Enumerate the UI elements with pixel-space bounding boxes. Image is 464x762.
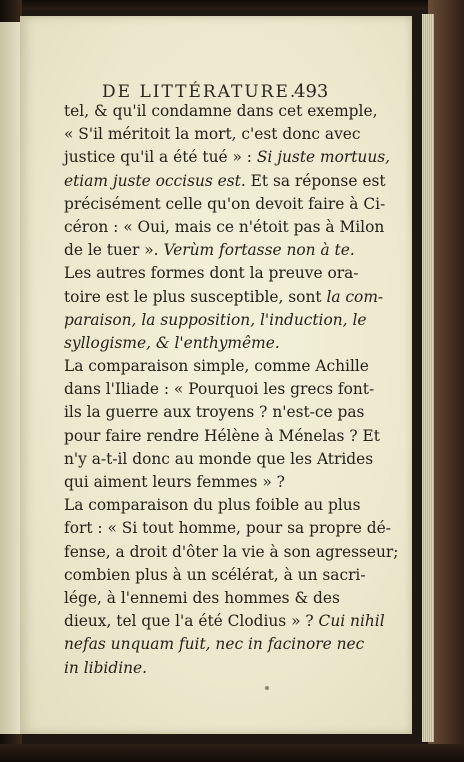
italic-text-segment: paraison, la supposition, l'induction, le (64, 310, 367, 329)
text-segment: précisément celle qu'on devoit faire à Ci- (64, 194, 386, 213)
text-line (64, 286, 384, 309)
text-line (64, 123, 361, 146)
text-segment: n'y a-t-il donc au monde que les Atrides (64, 449, 374, 468)
text-line (64, 401, 365, 424)
text-line (64, 471, 320, 494)
text-segment: Les autres formes dont la preuve ora- (64, 264, 359, 283)
text-segment: Et sa réponse est (245, 171, 386, 190)
text-segment: combien plus à un scélérat, à un sacri- (64, 565, 366, 584)
text-segment: lége, à l'ennemi des hommes & des (64, 588, 340, 607)
text-line (64, 587, 340, 610)
body-text (64, 100, 399, 680)
italic-text-segment: etiam juste occisus est. (64, 171, 246, 190)
book-cover-bottom (0, 744, 464, 762)
text-segment: justice qu'il a été tué » : (64, 148, 257, 167)
text-segment: toire est le plus susceptible, sont (64, 287, 327, 306)
text-segment: ils la guerre aux troyens ? n'est-ce pas (64, 403, 365, 422)
book-cover-top (0, 0, 464, 10)
text-segment: de le tuer ». (64, 241, 164, 260)
italic-text-segment: in libidine. (64, 658, 148, 677)
text-segment: « S'il méritoit la mort, c'est donc avec (64, 125, 361, 144)
text-segment: tel, & qu'il condamne dans cet exemple, (64, 102, 378, 120)
text-line (64, 100, 378, 123)
text-line (64, 378, 375, 401)
text-line (64, 610, 385, 633)
text-segment: dieux, tel que l'a été Clodius » ? (64, 612, 319, 631)
text-line (64, 170, 386, 193)
running-head: DE LITTÉRATURE. (102, 82, 298, 102)
italic-text-segment: Verùm fortasse non à te. (163, 241, 355, 260)
text-line (64, 633, 365, 656)
text-segment: céron : « Oui, mais ce n'étoit pas à Milon (64, 217, 385, 236)
text-line (64, 239, 355, 262)
text-line (64, 448, 374, 471)
text-segment: La comparaison du plus foible au plus (64, 496, 361, 515)
text-line (64, 657, 320, 680)
text-line (64, 262, 359, 285)
text-line (64, 541, 399, 564)
italic-text-segment: Cui nihil (318, 612, 385, 631)
text-line (64, 564, 366, 587)
text-line (64, 355, 369, 378)
text-segment: pour faire rendre Hélène à Ménelas ? Et (64, 426, 380, 445)
text-line (64, 494, 361, 517)
text-segment: fense, a droit d'ôter la vie à son agresseur; (64, 542, 399, 561)
text-line (64, 216, 385, 239)
text-line (64, 146, 391, 169)
page-number: 493 (294, 81, 329, 102)
text-line (64, 309, 367, 332)
italic-text-segment: syllogisme, & l'enthymême. (64, 333, 280, 352)
paper-blemish (265, 686, 269, 690)
italic-text-segment: nefas unquam fuit, nec in facinore nec (64, 635, 365, 654)
text-segment: La comparaison simple, comme Achille (64, 357, 369, 376)
page-block-edges (422, 14, 434, 742)
text-segment: fort : « Si tout homme, pour sa propre dé- (64, 519, 391, 538)
text-line (64, 517, 391, 540)
italic-text-segment: Si juste mortuus, (256, 148, 391, 167)
italic-text-segment: la com- (326, 287, 384, 306)
text-line (64, 332, 320, 355)
text-line (64, 425, 380, 448)
text-segment: dans l'Iliade : « Pourquoi les grecs font- (64, 380, 375, 399)
text-segment: qui aiment leurs femmes » ? (64, 473, 285, 491)
text-line (64, 193, 386, 216)
